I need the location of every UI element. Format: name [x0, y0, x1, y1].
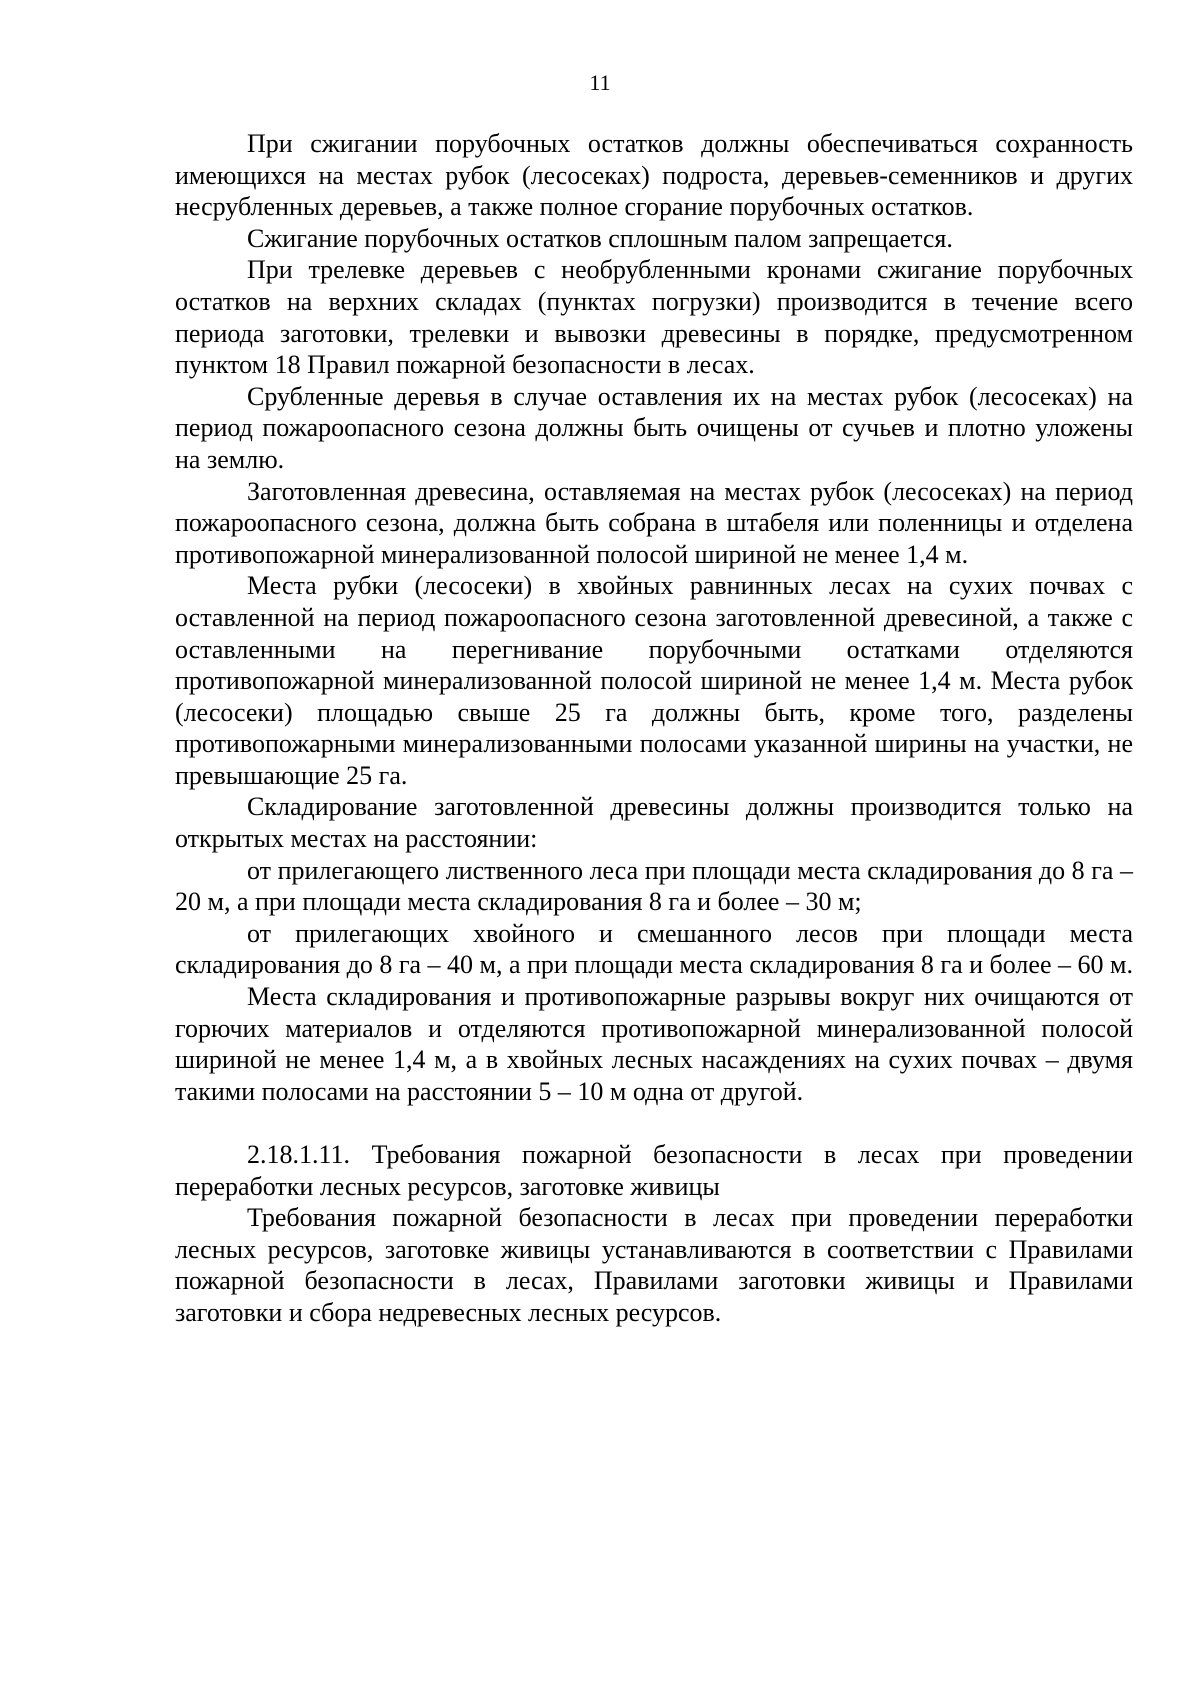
page-number: 11	[589, 70, 611, 95]
paragraph: Срубленные деревья в случае оставления их на местах рубок (лесосеках) на период пожароопасного сезона должны быть очищены от сучьев и плотно уложены на землю.	[175, 381, 1133, 474]
paragraph: от прилегающего лиственного леса при площади места складирования до 8 га – 20 м, а при площади места складирования 8 га и более – 30 м;	[175, 855, 1133, 917]
paragraph: Места складирования и противопожарные разрывы вокруг них очищаются от горючих материалов и отделяются противопожарной минерализованной полосой шириной не менее 1,4 м, а в хвойных лесных насаждениях на сухих почвах – двумя такими полосами на расстоянии 5 – 10 м одна от другой.	[175, 982, 1133, 1106]
document-body	[175, 128, 1133, 1329]
paragraph: Складирование заготовленной древесины должны производится только на открытых местах на расстоянии:	[175, 792, 1133, 854]
paragraph: Сжигание порубочных остатков сплошным палом запрещается.	[247, 223, 953, 253]
paragraph: Места рубки (лесосеки) в хвойных равнинных лесах на сухих почвах с оставленной на период пожароопасного сезона заготовленной древесиной, а также с оставленными на перегнивание порубочными остатками отделяются противопожарной минерализованной полосой шириной не менее 1,4 м. Места рубок (лесосеки) площадью свыше 25 га должны быть, кроме того, разделены противопожарными минерализованными полосами указанной ширины на участки, не превышающие 25 га.	[175, 571, 1133, 790]
section-paragraph: Требования пожарной безопасности в лесах при проведении переработки лесных ресурсов, заготовке живицы устанавливаются в соответствии с Правилами пожарной безопасности в лесах, Правилами заготовки живицы и Правилами заготовки и сбора недревесных лесных ресурсов.	[175, 1203, 1133, 1327]
paragraph: от прилегающих хвойного и смешанного лесов при площади места складирования до 8 га – 40 м, а при площади места складирования 8 га и более – 60 м.	[175, 918, 1133, 980]
paragraph: Заготовленная древесина, оставляемая на местах рубок (лесосеках) на период пожароопасного сезона, должна быть собрана в штабеля или поленницы и отделена противопожарной минерализованной полосой шириной не менее 1,4 м.	[175, 476, 1133, 569]
section-heading: 2.18.1.11. Требования пожарной безопасности в лесах при проведении переработки лесных ресурсов, заготовке живицы	[175, 1140, 1133, 1201]
paragraph: При сжигании порубочных остатков должны обеспечиваться сохранность имеющихся на местах рубок (лесосеках) подроста, деревьев-семенников и других несрубленных деревьев, а также полное сгорание порубочных остатков.	[175, 129, 1133, 222]
paragraph: При трелевке деревьев с необрубленными кронами сжигание порубочных остатков на верхних складах (пунктах погрузки) производится в течение всего периода заготовки, трелевки и вывозки древесины в порядке, предусмотренном пунктом 18 Правил пожарной безопасности в лесах.	[175, 255, 1133, 380]
